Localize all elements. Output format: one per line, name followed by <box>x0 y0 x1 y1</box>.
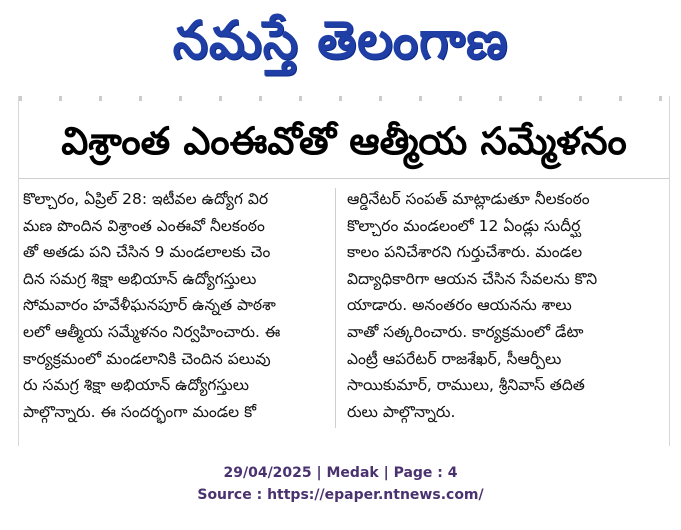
article-column-right <box>347 186 647 425</box>
article-clipping <box>18 96 670 446</box>
article-text-line: వాతో సత్కరించారు. కార్యక్రమంలో డేటా <box>347 322 584 341</box>
newspaper-logo: నమస్తే తెలంగాణ <box>172 9 509 71</box>
article-text-line: ఎంట్రీ ఆపరేటర్ రాజశేఖర్, సీఆర్పీలు <box>347 349 562 368</box>
article-text-line: రులు పాల్గొన్నారు. <box>347 402 456 421</box>
article-text-line: తో అతడు పని చేసిన 9 మండలాలకు చెం <box>23 243 271 262</box>
column-divider <box>335 188 336 428</box>
footer-source: Source : https://epaper.ntnews.com/ <box>197 487 484 503</box>
article-text-line: కొల్చారం మండలంలో 12 ఏండ్లు సుదీర్ఘ <box>347 216 581 235</box>
clipping-top-edge <box>19 96 669 101</box>
article-text-line: లలో ఆత్మీయ సమ్మేళనం నిర్వహించారు. ఈ <box>23 322 281 341</box>
article-text-line: కొల్చారం, ఏప్రిల్ 28: ఇటీవల ఉద్యోగ విర <box>23 190 269 208</box>
article-text-line: దిన సమగ్ర శిక్షా అభియాన్ ఉద్యోగస్తులు <box>23 269 257 288</box>
masthead <box>0 0 681 80</box>
footer-date-edition-page: 29/04/2025 | Medak | Page : 4 <box>223 465 458 481</box>
article-text-line: సోమవారం హవేళీఘనపూర్ ఉన్నత పాఠశా <box>23 296 276 315</box>
article-text-line: సాయికుమార్, రాములు, శ్రీనివాస్ తదిత <box>347 376 585 395</box>
article-headline: విశ్రాంత ఎంఈవోతో ఆత్మీయ సమ్మేళనం <box>19 114 669 179</box>
article-text-line: విద్యాధికారిగా ఆయన చేసిన సేవలను కొని <box>347 269 598 288</box>
article-text-line: కార్యక్రమంలో మండలానికి చెందిన పలువు <box>23 349 271 368</box>
article-text-line: మణ పొందిన విశ్రాంత ఎంఈవో నీలకంఠం <box>23 216 265 235</box>
article-text-line: ఆర్డినేటర్ సంపత్ మాట్లాడుతూ నీలకంఠం <box>347 190 590 208</box>
article-text-line: పాల్గొన్నారు. ఈ సందర్భంగా మండల కో <box>23 402 257 421</box>
article-text-line: యాడారు. అనంతరం ఆయనను శాలు <box>347 296 572 315</box>
article-text-line: రు సమగ్ర శిక్షా అభియాన్ ఉద్యోగస్తులు <box>23 376 250 395</box>
article-text-line: కాలం పనిచేశారని గుర్తుచేశారు. మండల <box>347 243 583 262</box>
clipping-footer <box>0 462 681 506</box>
article-column-left <box>23 186 323 425</box>
